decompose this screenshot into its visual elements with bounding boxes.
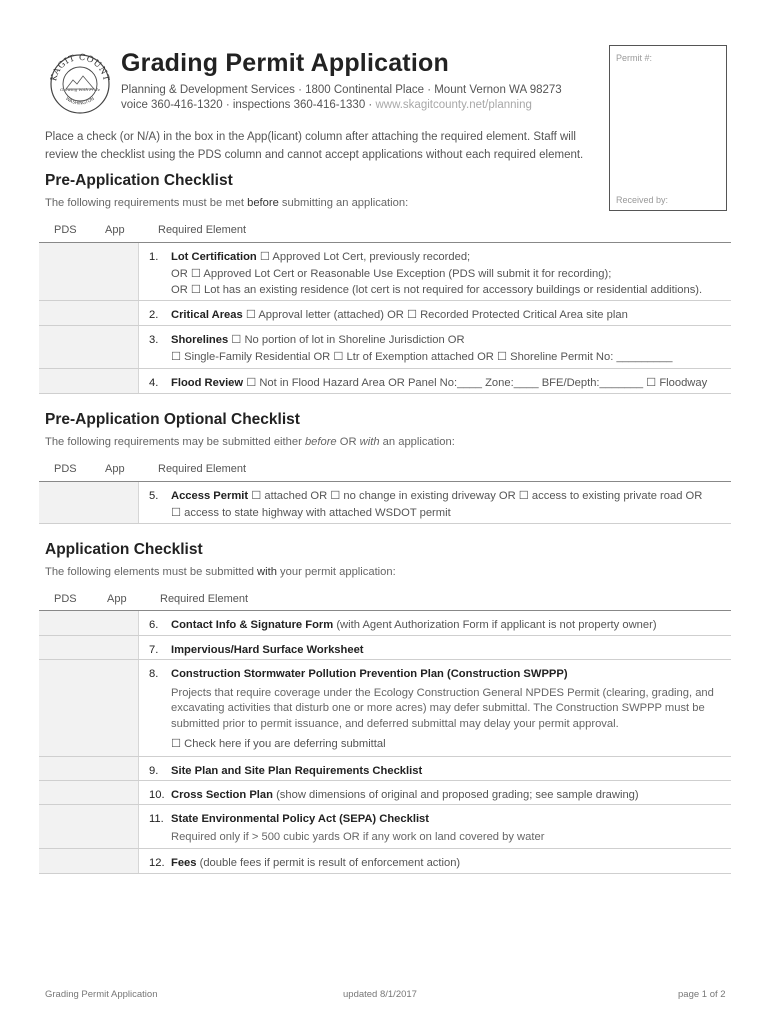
subtitle-emphasis: before	[247, 197, 279, 209]
optional-table	[39, 481, 731, 524]
table-row	[39, 369, 731, 394]
app-checkbox-cell[interactable]	[90, 781, 139, 804]
item-number: 10.	[149, 789, 165, 801]
table-row	[39, 611, 731, 636]
row-line	[149, 763, 725, 780]
item-number: 2.	[149, 309, 159, 321]
pds-checkbox-cell[interactable]	[39, 849, 91, 873]
website-link[interactable]: www.skagitcounty.net/planning	[375, 99, 532, 111]
item-option[interactable]: ☐ access to state highway with attached WSDOT permit	[171, 506, 451, 519]
item-label: Fees	[171, 857, 197, 869]
item-option[interactable]: ☐ Approval letter (attached) OR ☐ Recorded Protected Critical Area site plan	[242, 309, 628, 321]
row-content	[149, 855, 725, 872]
item-option[interactable]: OR ☐ Lot has an existing residence (lot cert is not required for accessory buildings or residential additions).	[171, 284, 703, 296]
item-label: Cross Section Plan	[171, 789, 273, 801]
section-pre-application-subtitle	[45, 197, 408, 209]
row-content	[149, 488, 725, 521]
item-label: Contact Info & Signature Form	[171, 619, 334, 631]
app-checkbox-cell[interactable]	[90, 805, 139, 848]
contact-phones: voice 360-416-1320 · inspections 360-416-1330 ·	[121, 99, 376, 111]
table-row	[39, 636, 731, 660]
seal-center-text: Growing With Pride	[59, 87, 101, 92]
row-line	[149, 642, 725, 659]
row-content	[149, 763, 725, 780]
pds-checkbox-cell[interactable]	[39, 660, 91, 756]
subtitle-emphasis: before	[304, 436, 337, 448]
pds-checkbox-cell[interactable]	[39, 636, 91, 659]
seal-bottom-text: WASHINGTON	[64, 96, 96, 107]
pds-checkbox-cell[interactable]	[39, 611, 91, 635]
pds-checkbox-cell[interactable]	[39, 243, 91, 300]
app-checkbox-cell[interactable]	[90, 757, 139, 780]
pre-application-table	[39, 242, 731, 394]
item-number: 11.	[149, 813, 164, 825]
item-number: 12.	[149, 857, 165, 869]
app-checkbox-cell[interactable]	[90, 636, 139, 659]
section-application-title: Application Checklist	[45, 541, 203, 558]
item-number: 9.	[149, 765, 159, 777]
subtitle-text: The following requirements must be met	[45, 197, 248, 209]
subtitle-emphasis: with	[359, 436, 380, 448]
item-option[interactable]: ☐ Approved Lot Cert, previously recorded;	[256, 251, 471, 263]
item-number: 6.	[149, 619, 159, 631]
column-header-app: App	[107, 593, 127, 605]
column-header-app: App	[105, 463, 125, 475]
table-row	[39, 482, 731, 524]
subtitle-text: an application:	[379, 436, 455, 448]
row-line	[149, 787, 725, 804]
item-option[interactable]: ☐ Not in Flood Hazard Area OR Panel No:____ Zone:____ BFE/Depth:_______ ☐ Floodway	[243, 377, 708, 389]
row-line	[149, 666, 725, 683]
row-content	[149, 617, 725, 634]
column-header-element: Required Element	[158, 463, 247, 475]
app-checkbox-cell[interactable]	[90, 326, 139, 368]
column-header-pds: PDS	[54, 593, 77, 605]
item-label: Site Plan and Site Plan Requirements Checklist	[171, 765, 423, 777]
item-number: 7.	[149, 644, 159, 656]
table-row	[39, 660, 731, 757]
column-header-pds: PDS	[54, 463, 77, 475]
permit-office-box	[609, 45, 727, 211]
column-header-element: Required Element	[160, 593, 249, 605]
item-description: Projects that require coverage under the Ecology Construction General NPDES Permit (clearing, grading, and excavating activities that disturb one or more acres) may defer submittal. The Construction SWPPP must be submitted prior to permit issuance, and deferred submittal may delay your permit approval.	[171, 686, 714, 730]
row-content	[149, 787, 725, 804]
table-row	[39, 243, 731, 301]
item-label: Shorelines	[171, 334, 229, 346]
defer-submittal-checkbox[interactable]: ☐ Check here if you are deferring submittal	[171, 738, 386, 750]
row-line	[149, 332, 725, 349]
pds-checkbox-cell[interactable]	[39, 301, 91, 325]
subtitle-text: The following requirements may be submitted either	[45, 436, 305, 448]
section-pre-application-title: Pre-Application Checklist	[45, 172, 233, 189]
row-line	[149, 375, 725, 392]
row-content	[149, 307, 725, 324]
item-number: 3.	[149, 334, 159, 346]
item-note: (double fees if permit is result of enforcement action)	[196, 857, 461, 869]
table-row	[39, 326, 731, 369]
row-line	[149, 855, 725, 872]
received-by-label: Received by:	[616, 195, 669, 205]
department-address	[121, 83, 562, 113]
svg-text:SKAGIT COUNTY	[47, 49, 111, 82]
county-seal-logo	[47, 49, 113, 115]
row-content	[149, 249, 725, 299]
row-line	[149, 811, 725, 828]
section-application-subtitle	[45, 566, 396, 578]
subtitle-emphasis: with	[257, 566, 277, 578]
item-label: Flood Review	[171, 377, 244, 389]
app-checkbox-cell[interactable]	[90, 849, 139, 873]
row-content	[149, 642, 725, 659]
item-note: (show dimensions of original and proposed grading; see sample drawing)	[272, 789, 639, 801]
item-number: 4.	[149, 377, 159, 389]
row-content	[149, 375, 725, 392]
row-content	[149, 666, 725, 753]
app-checkbox-cell[interactable]	[90, 611, 139, 635]
pds-checkbox-cell[interactable]	[39, 781, 91, 804]
contact-line	[121, 98, 562, 113]
seal-top-text: KAGIT COUNT	[49, 52, 111, 83]
instructions-text: Place a check (or N/A) in the box in the App(licant) column after attaching the required element. Staff will review the checklist using the PDS column and cannot accept applications without each required element.	[45, 131, 584, 161]
app-checkbox-cell[interactable]	[90, 660, 139, 756]
item-option[interactable]: OR ☐ Approved Lot Cert or Reasonable Use Exception (PDS will submit it for recording);	[171, 267, 612, 280]
table-row	[39, 301, 731, 326]
item-number: 8.	[149, 668, 159, 680]
item-label: Impervious/Hard Surface Worksheet	[171, 644, 364, 656]
item-label: Lot Certification	[171, 251, 257, 263]
subtitle-text: submitting an application:	[278, 197, 409, 209]
application-table	[39, 610, 731, 874]
pds-checkbox-cell[interactable]	[39, 369, 91, 393]
item-label: Construction Stormwater Pollution Prevention Plan (Construction SWPPP)	[171, 668, 568, 680]
footer-updated-date: updated 8/1/2017	[343, 989, 417, 1000]
address-line: Planning & Development Services · 1800 Continental Place · Mount Vernon WA 98273	[121, 84, 562, 96]
column-header-app: App	[105, 224, 125, 236]
footer-form-name: Grading Permit Application	[45, 989, 158, 1000]
subtitle-text: OR	[336, 436, 360, 448]
app-checkbox-cell[interactable]	[90, 369, 139, 393]
item-option[interactable]: ☐ No portion of lot in Shoreline Jurisdiction OR	[228, 334, 465, 346]
pds-checkbox-cell[interactable]	[39, 482, 91, 523]
permit-number-label: Permit #:	[616, 53, 653, 63]
item-description: Required only if > 500 cubic yards OR if any work on land covered by water	[171, 830, 545, 843]
subtitle-text: The following elements must be submitted	[45, 566, 258, 578]
app-checkbox-cell[interactable]	[90, 482, 139, 523]
footer-page-number: page 1 of 2	[678, 989, 726, 1000]
item-note: (with Agent Authorization Form if applicant is not property owner)	[333, 619, 657, 631]
row-content	[149, 332, 725, 365]
county-seal-graphic	[47, 49, 113, 115]
item-label: Critical Areas	[171, 309, 243, 321]
row-line	[149, 249, 725, 266]
item-option[interactable]: ☐ attached OR ☐ no change in existing driveway OR ☐ access to existing private road OR	[248, 490, 703, 502]
row-content	[149, 811, 725, 845]
item-label: State Environmental Policy Act (SEPA) Checklist	[171, 813, 429, 825]
column-header-pds: PDS	[54, 224, 77, 236]
item-number: 5.	[149, 490, 159, 502]
app-checkbox-cell[interactable]	[90, 243, 139, 300]
pds-checkbox-cell[interactable]	[39, 757, 91, 780]
table-row	[39, 757, 731, 781]
table-row	[39, 781, 731, 805]
section-optional-subtitle	[45, 436, 455, 448]
section-optional-title: Pre-Application Optional Checklist	[45, 411, 300, 428]
row-line	[149, 617, 725, 634]
pds-checkbox-cell[interactable]	[39, 805, 91, 848]
pds-checkbox-cell[interactable]	[39, 326, 91, 368]
item-label: Access Permit	[171, 490, 249, 502]
subtitle-text: your permit application:	[276, 566, 396, 578]
item-number: 1.	[149, 251, 159, 263]
app-checkbox-cell[interactable]	[90, 301, 139, 325]
column-header-element: Required Element	[158, 224, 247, 236]
page-title: Grading Permit Application	[121, 49, 449, 77]
item-option[interactable]: ☐ Single-Family Residential OR ☐ Ltr of Exemption attached OR ☐ Shoreline Permit No: _________	[171, 350, 673, 363]
row-line	[149, 307, 725, 324]
row-line	[149, 488, 725, 505]
table-row	[39, 805, 731, 849]
table-row	[39, 849, 731, 874]
